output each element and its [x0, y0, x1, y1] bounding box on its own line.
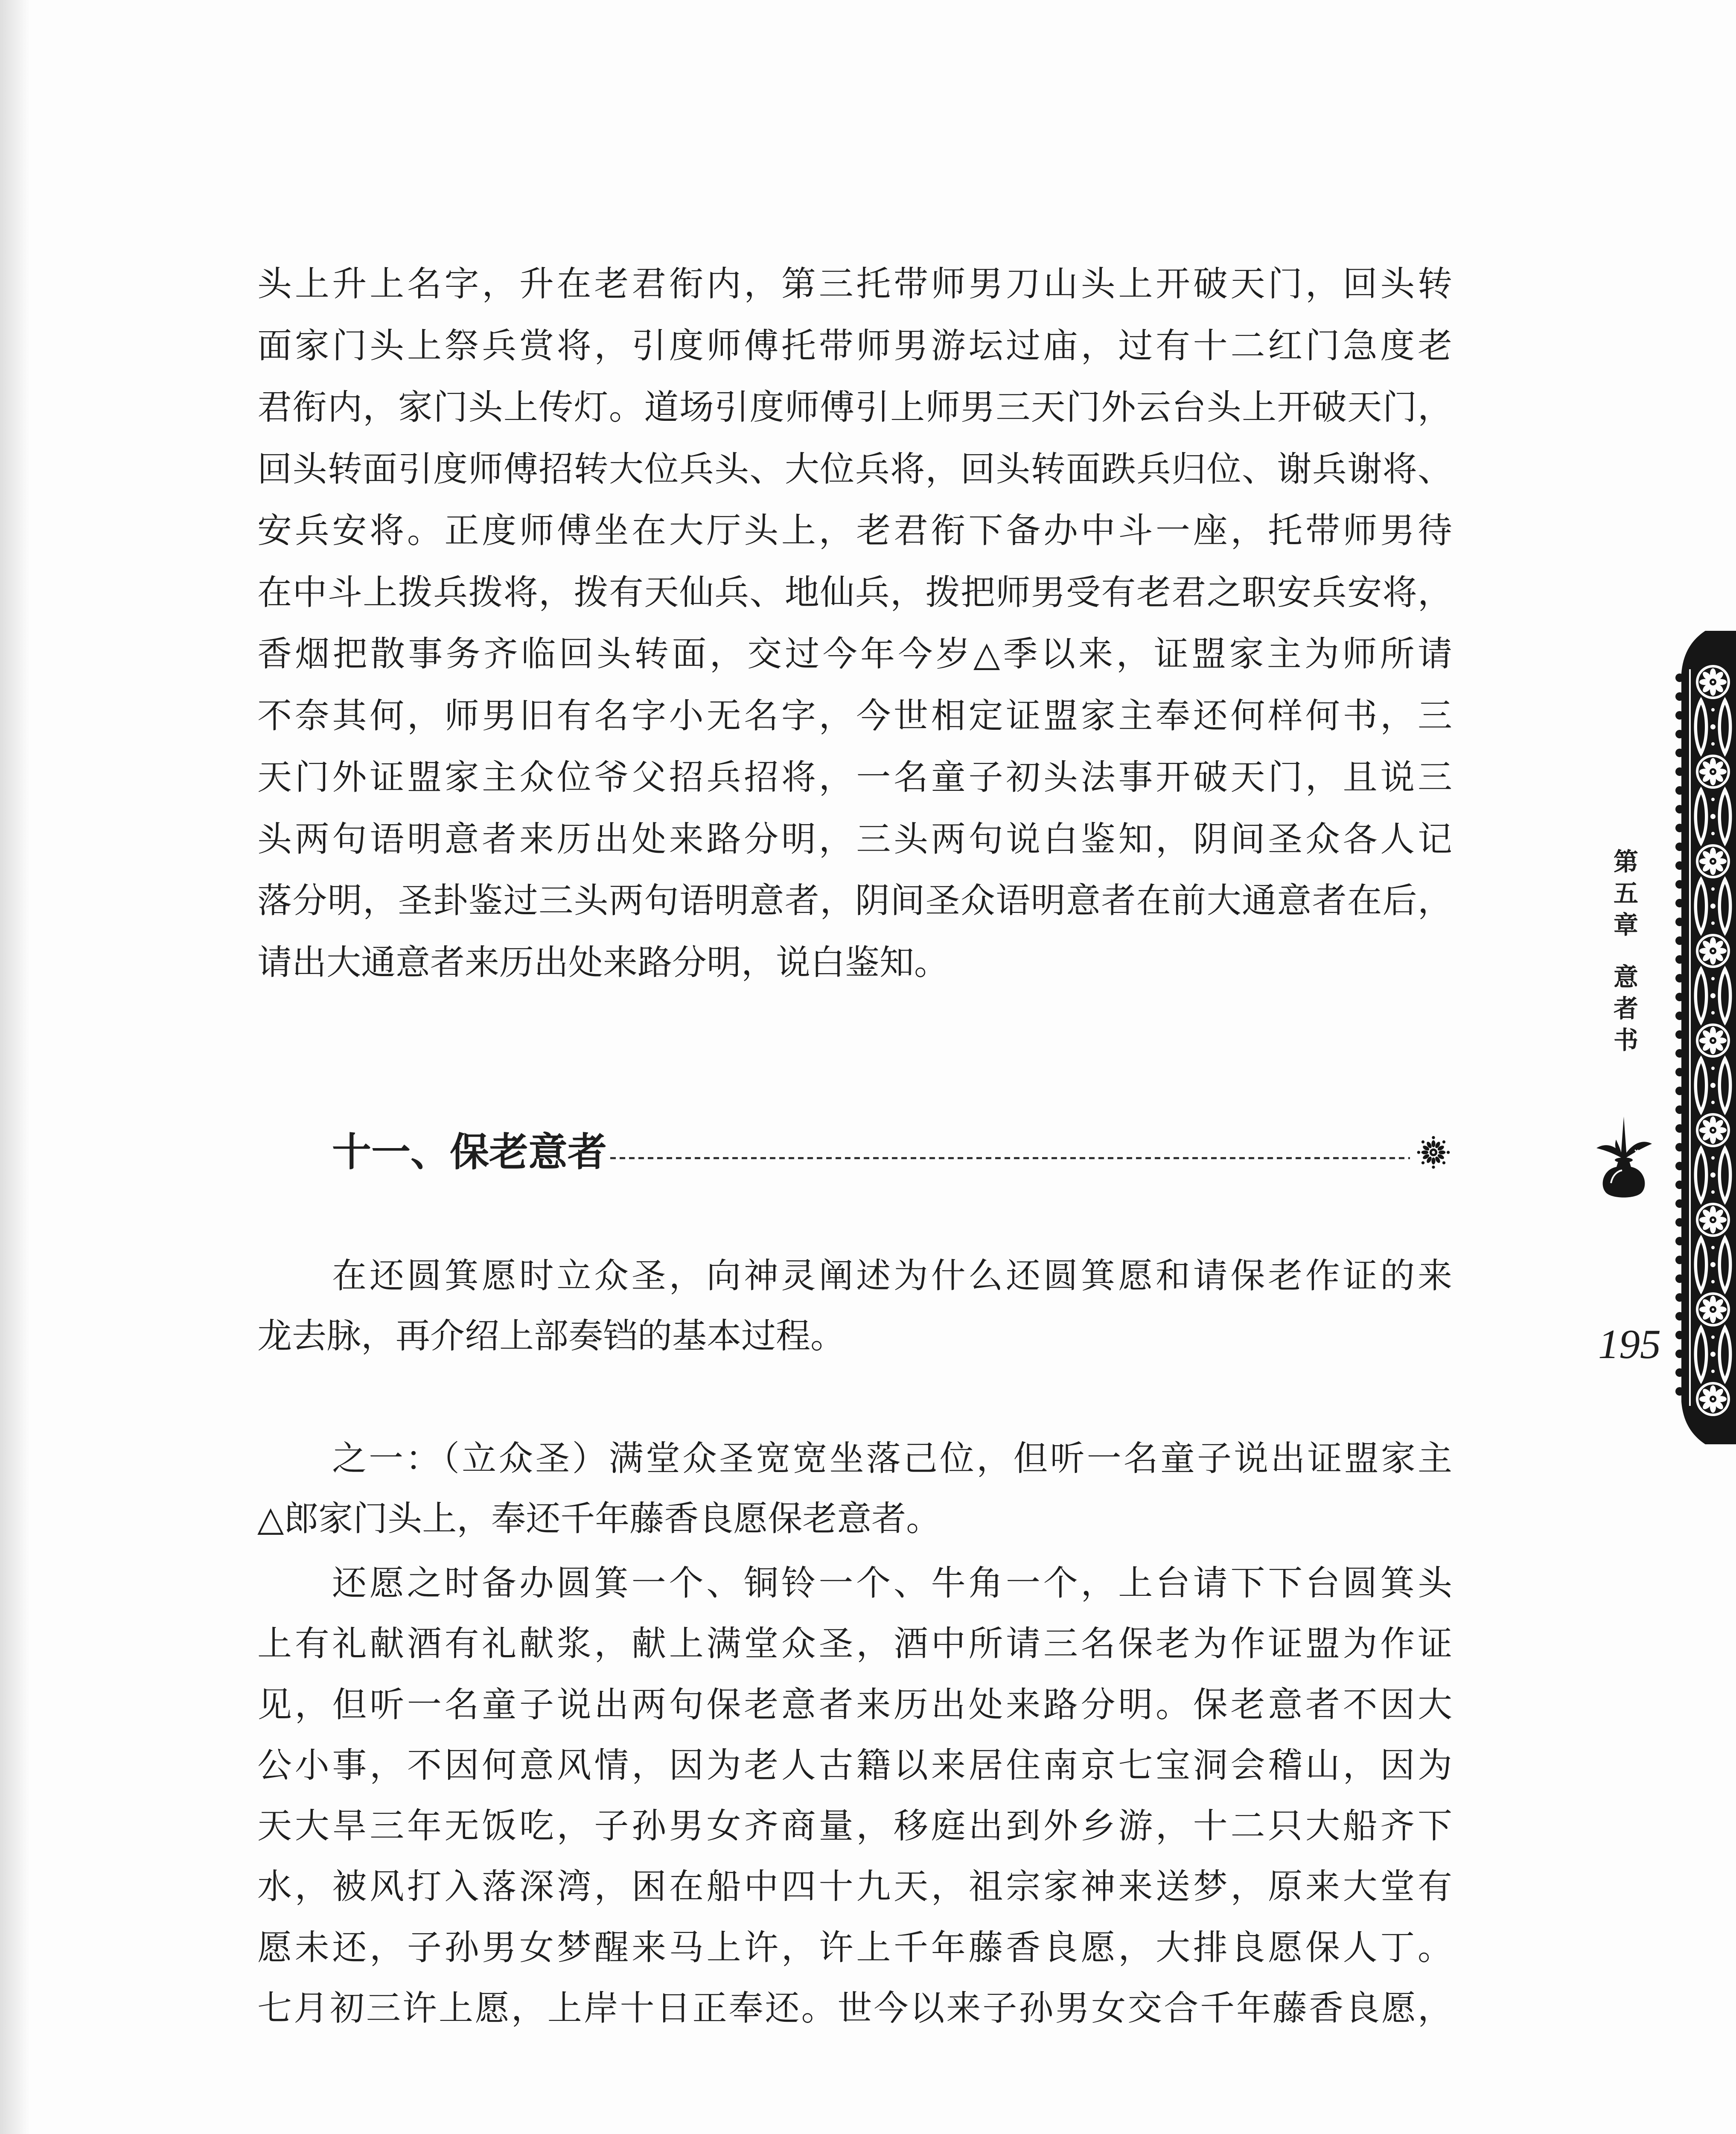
- scan-edge-shadow: [0, 0, 30, 2134]
- floral-border-band: [1675, 631, 1736, 1444]
- section-heading: [332, 1127, 1451, 1178]
- text-line: 之一：（立众圣）满堂众圣宽宽坐落己位，但听一名童子说出证盟家主: [332, 1439, 1452, 1479]
- text-line: 请出大通意者来历出处来路分明，说白鉴知。: [257, 942, 949, 983]
- text-line: 回头转面引度师傅招转大位兵头、大位兵将，回头转面跌兵归位、谢兵谢将、: [257, 449, 1452, 490]
- text-line: 在中斗上拨兵拨将，拨有天仙兵、地仙兵，拨把师男受有老君之职安兵安将，: [257, 572, 1452, 613]
- text-line: 面家门头上祭兵赏将，引度师傅托带师男游坛过庙，过有十二红门急度老: [257, 326, 1452, 366]
- rosette-motif: [1696, 844, 1730, 878]
- gourd-body: [1603, 1167, 1645, 1198]
- text-line: 七月初三许上愿，上岸十日正奉还。世今以来子孙男女交合千年藤香良愿，: [257, 1988, 1452, 2029]
- text-line: 安兵安将。正度师傅坐在大厅头上，老君衔下备办中斗一座，托带师男待: [257, 511, 1452, 551]
- gourd-neck: [1617, 1160, 1631, 1167]
- text-line: 不奈其何，师男旧有名字小无名字，今世相定证盟家主奉还何样何书，三: [257, 696, 1452, 736]
- text-line: 天大旱三年无饭吃，子孙男女齐商量，移庭出到外乡游，十二只大船齐下: [257, 1806, 1452, 1847]
- rosette-motif: [1696, 1023, 1730, 1058]
- rosette-motif: [1696, 1113, 1730, 1147]
- rosette-motif: [1696, 755, 1730, 789]
- section-title: 十一、保老意者: [332, 1129, 607, 1175]
- text-line: 头两句语明意者来历出处来路分明，三头两句说白鉴知，阴间圣众各人记: [257, 819, 1452, 860]
- band-scallop-edge: [1675, 673, 1684, 1402]
- text-line: 见，但听一名童子说出两句保老意者来历出处来路分明。保老意者不因大: [257, 1685, 1452, 1725]
- intro-paragraph: [257, 1246, 1452, 1367]
- continued-paragraph: [257, 254, 1452, 994]
- gourd-stem: [1621, 1117, 1627, 1157]
- rosette-motif: [1696, 1382, 1730, 1416]
- flower-center: [1432, 1151, 1435, 1154]
- text-line: 还愿之时备办圆箕一个、铜铃一个、牛角一个，上台请下下台圆箕头: [332, 1563, 1452, 1603]
- gourd-vase-icon: [1594, 1114, 1654, 1199]
- text-line: △郎家门头上，奉还千年藤香良愿保老意者。: [257, 1499, 941, 1539]
- text-line: 头上升上名字，升在老君衔内，第三托带师男刀山头上开破天门，回头转: [257, 264, 1452, 304]
- band-inner-rule: [1689, 669, 1691, 1406]
- text-line: 公小事，不因何意风情，因为老人古籍以来居住南京七宝洞会稽山，因为: [257, 1745, 1452, 1786]
- dashed-leader-line: [610, 1157, 1410, 1159]
- text-line: 在还圆箕愿时立众圣，向神灵阐述为什么还圆箕愿和请保老作证的来: [332, 1256, 1452, 1296]
- text-line: 龙去脉，再介绍上部奏铛的基本过程。: [257, 1316, 845, 1356]
- text-line: 天门外证盟家主众位爷父招兵招将，一名童子初头法事开破天门，且说三: [257, 758, 1452, 798]
- item-one-body-paragraph: [257, 1553, 1452, 2039]
- text-line: 落分明，圣卦鉴过三头两句语明意者，阴间圣众语明意者在前大通意者在后，: [257, 881, 1452, 921]
- chapter-title: 意者书: [1609, 964, 1638, 1058]
- rosette-motif: [1696, 1203, 1730, 1237]
- text-line: 水，被风打入落深湾，困在船中四十九天，祖宗家神来送梦，原来大堂有: [257, 1867, 1452, 1907]
- text-line: 香烟把散事务齐临回头转面，交过今年今岁△季以来，证盟家主为师所请: [257, 634, 1452, 674]
- text-line: 君衔内，家门头上传灯。道场引度师傅引上师男三天门外云台头上开破天门，: [257, 388, 1452, 428]
- page-number: 195: [1598, 1321, 1661, 1367]
- text-line: 上有礼献酒有礼献浆，献上满堂众圣，酒中所请三名保老为作证盟为作证: [257, 1624, 1452, 1665]
- flower-ornament-icon: [1416, 1135, 1451, 1170]
- text-line: 愿未还，子孙男女梦醒来马上许，许上千年藤香良愿，大排良愿保人丁。: [257, 1927, 1452, 1968]
- chapter-number: 第五章: [1609, 848, 1638, 943]
- item-one-paragraph: [257, 1429, 1452, 1549]
- rosette-motif: [1696, 665, 1730, 699]
- rosette-motif: [1696, 934, 1730, 968]
- rosette-motif: [1696, 1292, 1730, 1326]
